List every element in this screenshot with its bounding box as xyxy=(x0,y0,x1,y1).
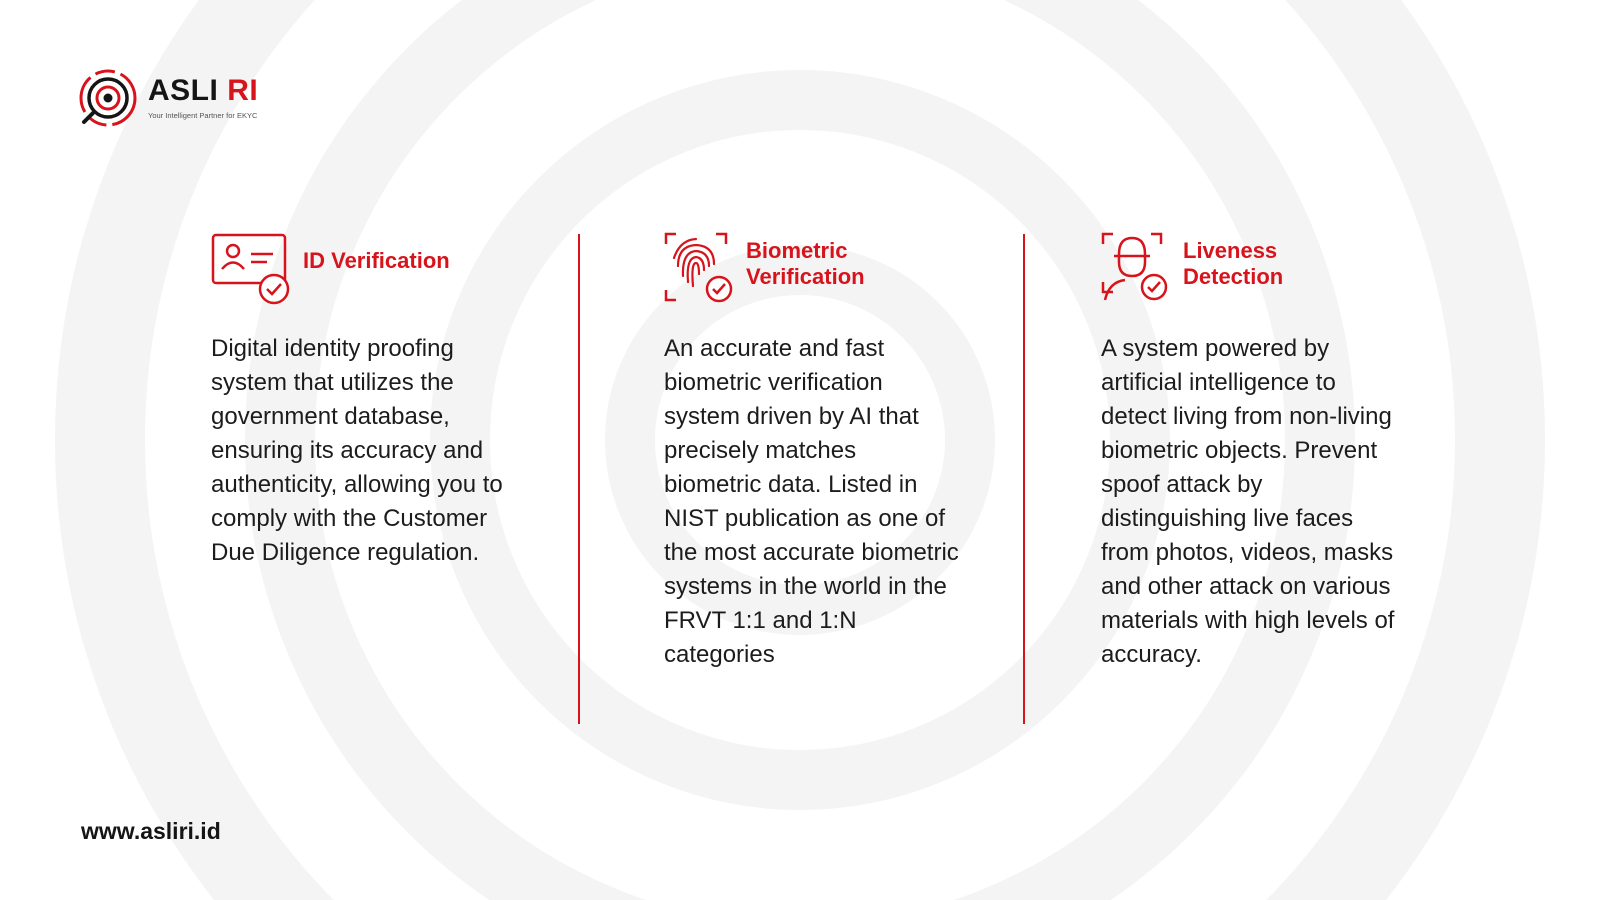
feature-id-verification xyxy=(211,232,531,566)
feature-title: Liveness Detection xyxy=(1183,238,1284,289)
brand-wordmark xyxy=(148,74,258,108)
feature-title: ID Verification xyxy=(303,248,450,273)
feature-header xyxy=(211,232,531,312)
fingerprint-target-logo-icon xyxy=(78,68,140,130)
feature-biometric-verification xyxy=(664,232,964,668)
feature-description: A system powered by artificial intelligence to detect living from non-living biometric objects. Prevent spoof attack by distinguishing live faces from photos, videos, masks and other attack on various materials with high levels of accuracy. xyxy=(1101,335,1395,668)
feature-description: An accurate and fast biometric verification system driven by AI that precisely matches biometric data. Listed in NIST publication as one of the most accurate biometric systems in the world in the FRVT 1:1 and 1:N categories xyxy=(664,335,959,668)
column-divider xyxy=(1023,234,1025,724)
brand-name-accent: RI xyxy=(227,74,259,107)
face-scan-check-icon xyxy=(1101,232,1173,304)
feature-title: Biometric Verification xyxy=(746,238,865,289)
fingerprint-check-icon xyxy=(664,232,734,304)
feature-liveness-detection xyxy=(1101,232,1421,668)
website-url-link[interactable]: www.asliri.id xyxy=(81,818,221,844)
brand-tagline: Your Intelligent Partner for EKYC xyxy=(148,111,258,120)
feature-description: Digital identity proofing system that utilizes the government database, ensuring its accuracy and authenticity, allowing you to comply with the Customer Due Diligence regulation. xyxy=(211,335,503,566)
feature-header xyxy=(664,232,964,312)
brand-name-main: ASLI xyxy=(148,74,219,107)
brand-logo[interactable] xyxy=(78,68,298,130)
id-card-check-icon xyxy=(211,232,295,306)
feature-header xyxy=(1101,232,1421,312)
column-divider xyxy=(578,234,580,724)
